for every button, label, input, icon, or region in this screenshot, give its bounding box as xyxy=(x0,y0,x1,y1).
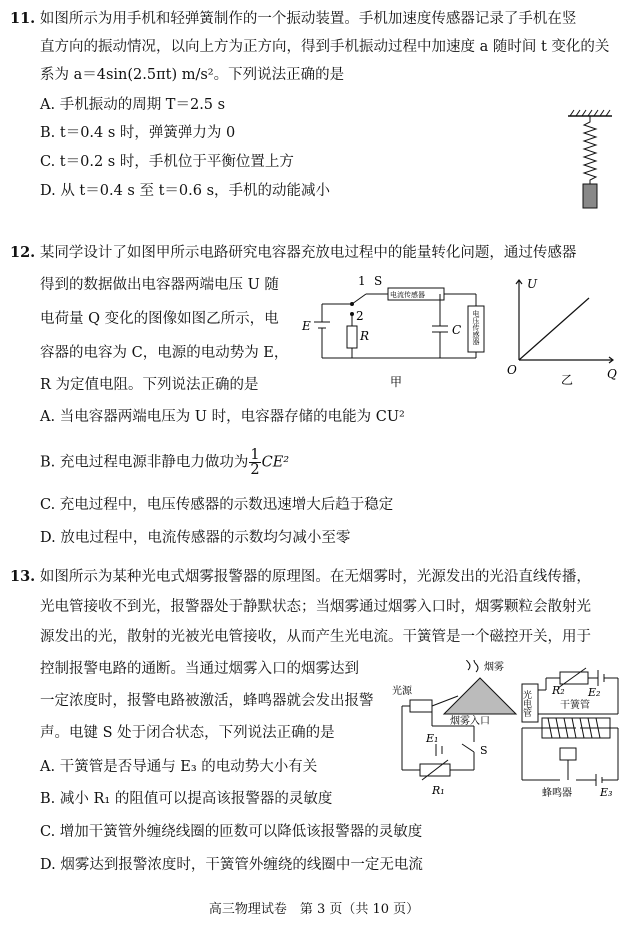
q13-line-4: 控制报警电路的通断。当通过烟雾入口的烟雾达到 xyxy=(40,661,359,677)
q13-buzzer-label: 蜂鸣器 xyxy=(542,788,572,798)
q13-R1-label: R₁ xyxy=(432,784,445,797)
q12-R-label: R xyxy=(360,329,370,343)
q11-line-1 xyxy=(10,10,576,28)
q13-smoke-alarm-figure xyxy=(392,660,624,798)
q12-option-d: D. 放电过程中，电流传感器的示数均匀减小至零 xyxy=(40,530,351,546)
q12-fig-yi-label: 乙 xyxy=(561,373,574,386)
q12-switch-label: S xyxy=(374,274,383,288)
q12-number: 12. xyxy=(10,244,36,261)
q12-option-b-text: B. 充电过程电源非静电力做功为 xyxy=(40,454,249,471)
q12-graph-x-axis-label: Q xyxy=(607,367,617,381)
q12-current-sensor-label: 电流传感器 xyxy=(390,291,425,299)
q11-line-3: 系为 a＝4sin(2.5πt) m/s²。下列说法正确的是 xyxy=(40,67,345,83)
q12-graph-yi xyxy=(505,274,623,386)
q13-light-source-label: 光源 xyxy=(392,686,412,697)
q12-graph-y-axis-label: U xyxy=(527,277,538,291)
q13-option-c: C. 增加干簧管外缠绕线圈的匝数可以降低该报警器的灵敏度 xyxy=(40,824,423,840)
q12-line-2: 得到的数据做出电容器两端电压 U 随 xyxy=(40,277,279,293)
q13-line-1 xyxy=(10,568,591,586)
q13-E2-label: E₂ xyxy=(588,686,601,699)
q13-R2-label: R₂ xyxy=(552,684,565,697)
q11-option-c: C. t＝0.2 s 时，手机位于平衡位置上方 xyxy=(40,154,294,170)
q13-line-6: 声。电键 S 处于闭合状态，下列说法正确的是 xyxy=(40,725,335,741)
q13-line-3: 源发出的光，散射的光被光电管接收，从而产生光电流。干簧管是一个磁控开关，用于 xyxy=(40,629,591,645)
q13-smoke-inlet-label: 烟雾入口 xyxy=(450,716,490,727)
q12-line-3: 电荷量 Q 变化的图像如图乙所示，电 xyxy=(40,311,279,327)
q13-number: 13. xyxy=(10,568,36,585)
q13-option-b: B. 减小 R₁ 的阻值可以提高该报警器的灵敏度 xyxy=(40,791,333,807)
q12-option-b-frac-den: 2 xyxy=(250,462,260,478)
q12-voltage-sensor-label: 电压传感器 xyxy=(472,310,480,345)
q12-text-1: 某同学设计了如图甲所示电路研究电容器充放电过程中的能量转化问题，通过传感器 xyxy=(39,245,577,261)
q13-option-a: A. 干簧管是否导通与 E₃ 的电动势大小有关 xyxy=(40,759,318,775)
q12-line-4: 容器的电容为 C，电源的电动势为 E， xyxy=(40,345,289,361)
q13-E3-label: E₃ xyxy=(600,786,613,798)
q11-option-d: D. 从 t＝0.4 s 至 t＝0.6 s，手机的动能减小 xyxy=(40,183,331,199)
page-footer: 高三物理试卷 第 3 页（共 10 页） xyxy=(208,902,420,917)
q12-option-c: C. 充电过程中，电压传感器的示数迅速增大后趋于稳定 xyxy=(40,497,394,513)
q11-number: 11. xyxy=(10,10,36,27)
q11-option-b: B. t＝0.4 s 时，弹簧弹力为 0 xyxy=(40,125,236,141)
q12-option-b-frac-num: 1 xyxy=(250,447,260,463)
q12-graph-origin-label: O xyxy=(507,363,517,377)
q12-fig-jia-label: 甲 xyxy=(390,375,403,389)
q13-line-2: 光电管接收不到光，报警器处于静默状态；当烟雾通过烟雾入口时，烟雾颗粒会散射光 xyxy=(40,599,591,615)
q12-option-a: A. 当电容器两端电压为 U 时，电容器存储的电能为 CU² xyxy=(40,409,405,425)
q12-option-b-tail: CE² xyxy=(261,454,290,471)
q12-line-1 xyxy=(10,244,576,262)
q13-smoke-label: 烟雾 xyxy=(484,662,504,673)
q13-reed-label: 干簧管 xyxy=(560,700,590,711)
q11-text-1: 如图所示为用手机和轻弹簧制作的一个振动装置。手机加速度传感器记录了手机在竖 xyxy=(39,11,577,27)
q12-line-5: R 为定值电阻。下列说法正确的是 xyxy=(40,377,259,393)
q11-line-2: 直方向的振动情况，以向上方为正方向，得到手机振动过程中加速度 a 随时间 t 变化的关 xyxy=(40,39,610,55)
q12-pos2-label: 2 xyxy=(356,309,364,323)
q13-option-d: D. 烟雾达到报警浓度时，干簧管外缠绕的线圈中一定无电流 xyxy=(40,857,423,873)
q13-E1-label: E₁ xyxy=(426,732,439,745)
q13-S-label: S xyxy=(480,744,488,757)
q13-line-5: 一定浓度时，报警电路被激活，蜂鸣器就会发出报警 xyxy=(40,693,374,709)
q12-E-label: E xyxy=(302,319,311,333)
q11-spring-figure xyxy=(560,100,620,220)
q12-option-b xyxy=(40,448,289,477)
q13-text-1: 如图所示为某种光电式烟雾报警器的原理图。在无烟雾时，光源发出的光沿直线传播， xyxy=(39,569,591,585)
q13-phototube-label: 光电管 xyxy=(521,690,531,717)
q12-C-label: C xyxy=(452,323,462,337)
q12-pos1-label: 1 xyxy=(358,274,366,288)
q12-circuit-jia xyxy=(298,274,498,392)
q12-option-b-fraction xyxy=(249,448,260,477)
q11-option-a: A. 手机振动的周期 T＝2.5 s xyxy=(40,97,226,113)
